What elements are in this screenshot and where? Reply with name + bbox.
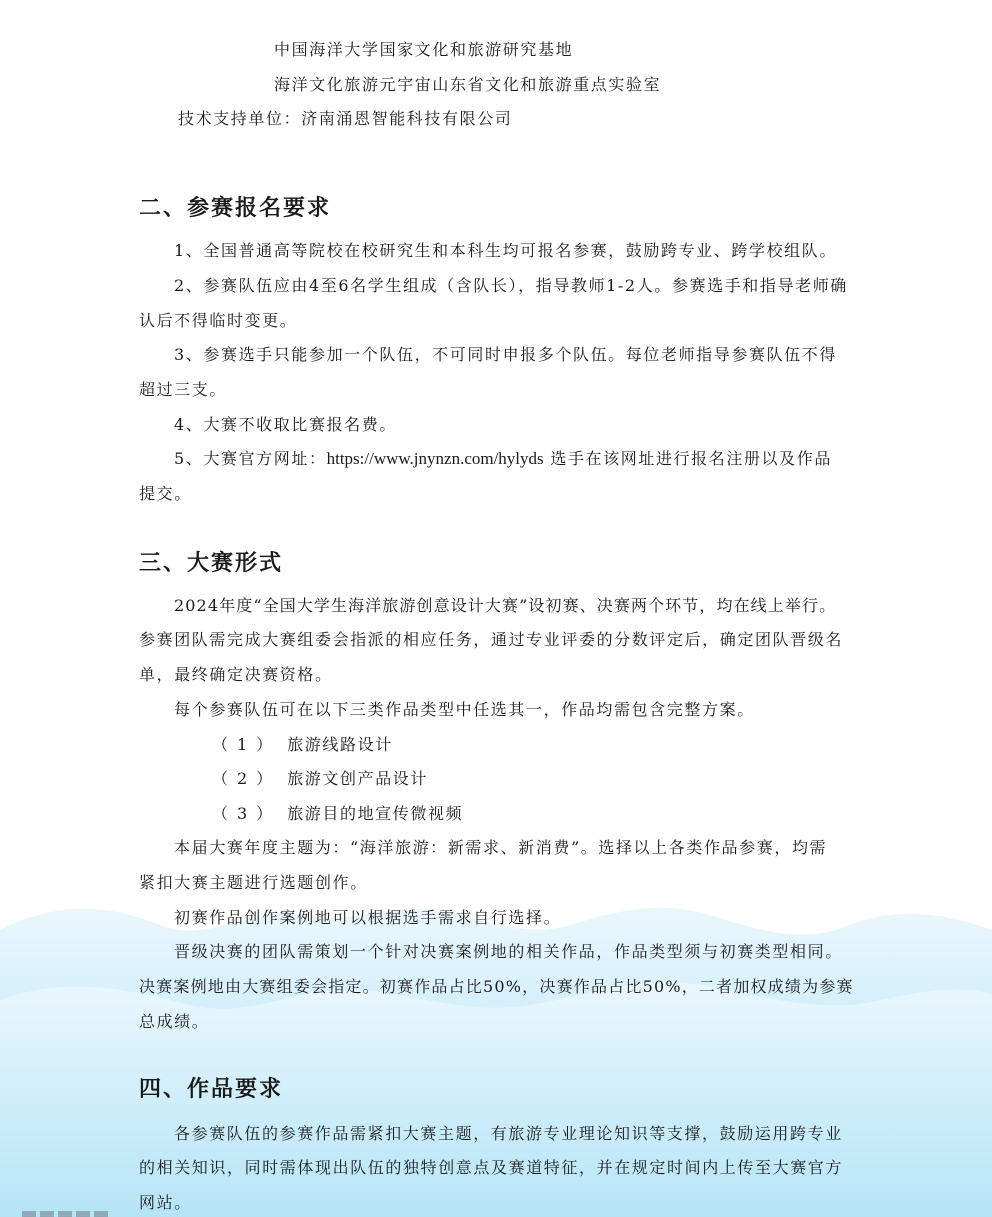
- section-2-item-5-line-2: 提交。: [139, 484, 192, 503]
- section-3-para-5-line-3: 总成绩。: [139, 1012, 210, 1031]
- official-website-url[interactable]: https://www.jnynzn.com/hylyds: [326, 449, 544, 468]
- section-2-item-1: 1、全国普通高等院校在校研究生和本科生均可报名参赛，鼓励跨专业、跨学校组队。: [174, 241, 837, 260]
- work-type-3: [212, 804, 463, 824]
- section-4-para-1-line-1: 各参赛队伍的参赛作品需紧扣大赛主题，有旅游专业理论知识等支撑，鼓励运用跨专业: [174, 1124, 843, 1143]
- work-type-1-num: （1）: [212, 735, 282, 754]
- section-2-item-2-line-1: 2、参赛队伍应由4至6名学生组成（含队长），指导教师1-2人。参赛选手和指导老师确: [174, 276, 848, 295]
- section-3-para-3-line-1: 本届大赛年度主题为：“海洋旅游：新需求、新消费”。选择以上各类作品参赛，均需: [174, 838, 828, 857]
- section-3-para-3-line-2: 紧扣大赛主题进行选题创作。: [139, 873, 368, 892]
- tech-support-line: 技术支持单位：济南涌恩智能科技有限公司: [178, 109, 513, 128]
- section-2-item-5-line-1: [174, 449, 832, 469]
- section-3-para-4: 初赛作品创作案例地可以根据选手需求自行选择。: [174, 908, 562, 927]
- work-type-2-num: （2）: [212, 769, 282, 788]
- organizer-line-2: 海洋文化旅游元宇宙山东省文化和旅游重点实验室: [274, 75, 662, 94]
- section-4-title: 四、作品要求: [139, 1077, 284, 1102]
- organizer-line-1: 中国海洋大学国家文化和旅游研究基地: [274, 40, 574, 59]
- section-3-para-2: 每个参赛队伍可在以下三类作品类型中任选其一，作品均需包含完整方案。: [174, 700, 755, 719]
- item-5-suffix: 选手在该网址进行报名注册以及作品: [543, 449, 832, 468]
- section-4-para-1-line-3: 网站。: [139, 1193, 192, 1212]
- work-type-3-label: 旅游目的地宣传微视频: [287, 804, 464, 823]
- section-2-item-2-line-2: 认后不得临时变更。: [139, 311, 298, 330]
- work-type-1: [212, 735, 393, 755]
- section-2-item-3-line-1: 3、参赛选手只能参加一个队伍，不可同时申报多个队伍。每位老师指导参赛队伍不得: [174, 345, 837, 364]
- watermark-logo-icon: [22, 1209, 118, 1217]
- section-2-item-3-line-2: 超过三支。: [139, 380, 228, 399]
- work-type-2-label: 旅游文创产品设计: [287, 769, 428, 788]
- item-5-prefix: 5、大赛官方网址：: [174, 449, 327, 468]
- section-3-para-1-line-3: 单，最终确定决赛资格。: [139, 665, 333, 684]
- work-type-1-label: 旅游线路设计: [287, 735, 393, 754]
- section-4-para-1-line-2: 的相关知识，同时需体现出队伍的独特创意点及赛道特征，并在规定时间内上传至大赛官方: [139, 1158, 844, 1177]
- section-3-para-5-line-2: 决赛案例地由大赛组委会指定。初赛作品占比50%，决赛作品占比50%，二者加权成绩为参赛: [139, 977, 854, 996]
- work-type-3-num: （3）: [212, 804, 282, 823]
- section-3-para-1-line-2: 参赛团队需完成大赛组委会指派的相应任务，通过专业评委的分数评定后，确定团队晋级名: [139, 630, 844, 649]
- work-type-2: [212, 769, 428, 789]
- section-2-item-4: 4、大赛不收取比赛报名费。: [174, 415, 397, 434]
- section-2-title: 二、参赛报名要求: [139, 196, 332, 221]
- section-3-title: 三、大赛形式: [139, 551, 284, 576]
- section-3-para-1-line-1: 2024年度“全国大学生海洋旅游创意设计大赛”设初赛、决赛两个环节，均在线上举行。: [174, 596, 837, 615]
- section-3-para-5-line-1: 晋级决赛的团队需策划一个针对决赛案例地的相关作品，作品类型须与初赛类型相同。: [174, 942, 843, 961]
